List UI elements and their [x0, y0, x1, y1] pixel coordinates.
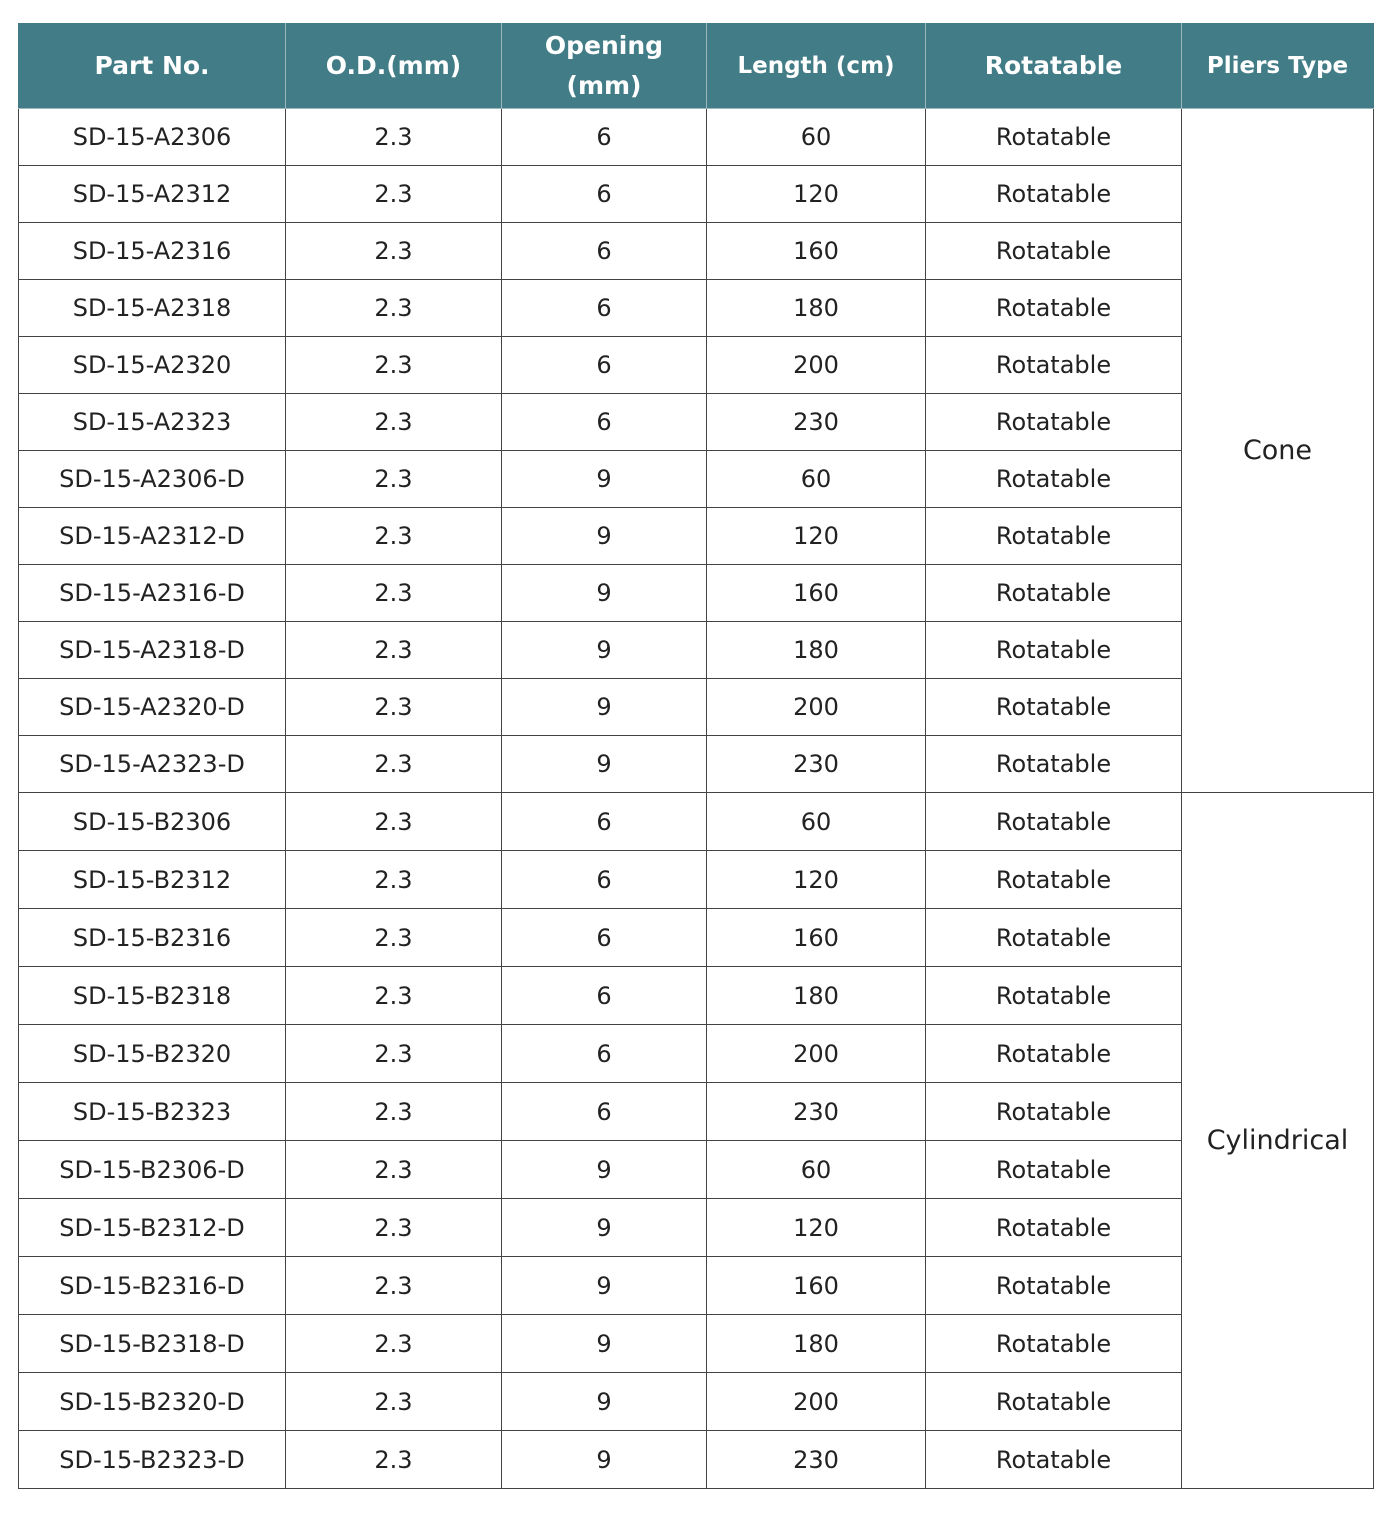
od-cell: 2.3	[286, 109, 502, 166]
table-row	[19, 736, 1374, 793]
header-part-no: Part No.	[19, 24, 286, 109]
od-cell: 2.3	[286, 565, 502, 622]
table-row	[19, 337, 1374, 394]
od-cell: 2.3	[286, 280, 502, 337]
header-opening	[502, 24, 707, 109]
od-cell: 2.3	[286, 1431, 502, 1489]
part-no-cell: SD-15-A2323	[19, 394, 286, 451]
rotatable-cell: Rotatable	[926, 1199, 1182, 1257]
od-cell: 2.3	[286, 508, 502, 565]
opening-cell: 6	[502, 793, 707, 851]
spec-table	[18, 23, 1374, 1489]
part-no-cell: SD-15-A2316-D	[19, 565, 286, 622]
length-cell: 160	[707, 909, 926, 967]
part-no-cell: SD-15-B2316-D	[19, 1257, 286, 1315]
rotatable-cell: Rotatable	[926, 394, 1182, 451]
table-row	[19, 1025, 1374, 1083]
opening-cell: 6	[502, 337, 707, 394]
table-row	[19, 1141, 1374, 1199]
length-cell: 60	[707, 109, 926, 166]
length-cell: 200	[707, 679, 926, 736]
length-cell: 60	[707, 793, 926, 851]
od-cell: 2.3	[286, 622, 502, 679]
rotatable-cell: Rotatable	[926, 679, 1182, 736]
opening-cell: 6	[502, 223, 707, 280]
rotatable-cell: Rotatable	[926, 1083, 1182, 1141]
opening-cell: 9	[502, 451, 707, 508]
length-cell: 180	[707, 967, 926, 1025]
opening-cell: 6	[502, 851, 707, 909]
rotatable-cell: Rotatable	[926, 1025, 1182, 1083]
table-row	[19, 793, 1374, 851]
length-cell: 160	[707, 565, 926, 622]
opening-cell: 9	[502, 1141, 707, 1199]
part-no-cell: SD-15-B2318-D	[19, 1315, 286, 1373]
od-cell: 2.3	[286, 793, 502, 851]
table-row	[19, 1315, 1374, 1373]
pliers-type-cell: Cylindrical	[1182, 793, 1374, 1489]
table-row	[19, 508, 1374, 565]
od-cell: 2.3	[286, 337, 502, 394]
table-row	[19, 223, 1374, 280]
length-cell: 200	[707, 1373, 926, 1431]
od-cell: 2.3	[286, 967, 502, 1025]
od-cell: 2.3	[286, 679, 502, 736]
length-cell: 180	[707, 1315, 926, 1373]
rotatable-cell: Rotatable	[926, 793, 1182, 851]
length-cell: 230	[707, 736, 926, 793]
od-cell: 2.3	[286, 1141, 502, 1199]
part-no-cell: SD-15-A2318	[19, 280, 286, 337]
part-no-cell: SD-15-A2316	[19, 223, 286, 280]
od-cell: 2.3	[286, 1199, 502, 1257]
opening-cell: 9	[502, 1431, 707, 1489]
rotatable-cell: Rotatable	[926, 280, 1182, 337]
part-no-cell: SD-15-B2323	[19, 1083, 286, 1141]
pliers-type-cell: Cone	[1182, 109, 1374, 793]
table-body	[19, 109, 1374, 1489]
od-cell: 2.3	[286, 736, 502, 793]
rotatable-cell: Rotatable	[926, 1431, 1182, 1489]
header-length: Length (cm)	[707, 24, 926, 109]
opening-cell: 9	[502, 736, 707, 793]
opening-cell: 9	[502, 508, 707, 565]
part-no-cell: SD-15-A2323-D	[19, 736, 286, 793]
opening-cell: 6	[502, 280, 707, 337]
part-no-cell: SD-15-B2320-D	[19, 1373, 286, 1431]
opening-cell: 6	[502, 394, 707, 451]
part-no-cell: SD-15-B2306	[19, 793, 286, 851]
od-cell: 2.3	[286, 451, 502, 508]
part-no-cell: SD-15-B2320	[19, 1025, 286, 1083]
part-no-cell: SD-15-B2316	[19, 909, 286, 967]
part-no-cell: SD-15-A2306-D	[19, 451, 286, 508]
table-row	[19, 1373, 1374, 1431]
od-cell: 2.3	[286, 1257, 502, 1315]
part-no-cell: SD-15-B2323-D	[19, 1431, 286, 1489]
part-no-cell: SD-15-A2318-D	[19, 622, 286, 679]
opening-cell: 6	[502, 909, 707, 967]
opening-cell: 6	[502, 109, 707, 166]
part-no-cell: SD-15-A2312-D	[19, 508, 286, 565]
length-cell: 120	[707, 508, 926, 565]
od-cell: 2.3	[286, 1373, 502, 1431]
length-cell: 230	[707, 1431, 926, 1489]
od-cell: 2.3	[286, 394, 502, 451]
length-cell: 120	[707, 851, 926, 909]
length-cell: 200	[707, 1025, 926, 1083]
opening-cell: 6	[502, 1083, 707, 1141]
part-no-cell: SD-15-B2312-D	[19, 1199, 286, 1257]
rotatable-cell: Rotatable	[926, 451, 1182, 508]
rotatable-cell: Rotatable	[926, 337, 1182, 394]
rotatable-cell: Rotatable	[926, 109, 1182, 166]
rotatable-cell: Rotatable	[926, 1141, 1182, 1199]
length-cell: 180	[707, 280, 926, 337]
table-row	[19, 565, 1374, 622]
table-row	[19, 967, 1374, 1025]
header-opening-line2: (mm)	[566, 71, 642, 100]
table-row	[19, 166, 1374, 223]
length-cell: 230	[707, 394, 926, 451]
od-cell: 2.3	[286, 851, 502, 909]
header-row	[19, 24, 1374, 109]
table-row	[19, 109, 1374, 166]
od-cell: 2.3	[286, 1025, 502, 1083]
part-no-cell: SD-15-B2318	[19, 967, 286, 1025]
opening-cell: 6	[502, 166, 707, 223]
table-row	[19, 1257, 1374, 1315]
rotatable-cell: Rotatable	[926, 166, 1182, 223]
length-cell: 160	[707, 1257, 926, 1315]
table-row	[19, 679, 1374, 736]
table-row	[19, 1083, 1374, 1141]
length-cell: 180	[707, 622, 926, 679]
opening-cell: 9	[502, 1373, 707, 1431]
length-cell: 160	[707, 223, 926, 280]
opening-cell: 9	[502, 565, 707, 622]
table-row	[19, 1431, 1374, 1489]
od-cell: 2.3	[286, 909, 502, 967]
length-cell: 230	[707, 1083, 926, 1141]
rotatable-cell: Rotatable	[926, 508, 1182, 565]
table-row	[19, 451, 1374, 508]
opening-cell: 9	[502, 1315, 707, 1373]
opening-cell: 9	[502, 622, 707, 679]
table-row	[19, 622, 1374, 679]
length-cell: 60	[707, 451, 926, 508]
od-cell: 2.3	[286, 1083, 502, 1141]
length-cell: 60	[707, 1141, 926, 1199]
part-no-cell: SD-15-A2306	[19, 109, 286, 166]
opening-cell: 6	[502, 1025, 707, 1083]
rotatable-cell: Rotatable	[926, 1257, 1182, 1315]
opening-cell: 9	[502, 679, 707, 736]
rotatable-cell: Rotatable	[926, 622, 1182, 679]
od-cell: 2.3	[286, 1315, 502, 1373]
part-no-cell: SD-15-B2312	[19, 851, 286, 909]
header-opening-line1: Opening	[544, 31, 664, 60]
length-cell: 120	[707, 1199, 926, 1257]
part-no-cell: SD-15-A2320-D	[19, 679, 286, 736]
opening-cell: 6	[502, 967, 707, 1025]
part-no-cell: SD-15-A2320	[19, 337, 286, 394]
rotatable-cell: Rotatable	[926, 1315, 1182, 1373]
rotatable-cell: Rotatable	[926, 1373, 1182, 1431]
rotatable-cell: Rotatable	[926, 851, 1182, 909]
table-row	[19, 851, 1374, 909]
header-od: O.D.(mm)	[286, 24, 502, 109]
rotatable-cell: Rotatable	[926, 909, 1182, 967]
rotatable-cell: Rotatable	[926, 736, 1182, 793]
table-row	[19, 909, 1374, 967]
rotatable-cell: Rotatable	[926, 967, 1182, 1025]
opening-cell: 9	[502, 1257, 707, 1315]
header-rotatable: Rotatable	[926, 24, 1182, 109]
od-cell: 2.3	[286, 166, 502, 223]
length-cell: 200	[707, 337, 926, 394]
od-cell: 2.3	[286, 223, 502, 280]
rotatable-cell: Rotatable	[926, 565, 1182, 622]
length-cell: 120	[707, 166, 926, 223]
table-row	[19, 394, 1374, 451]
opening-cell: 9	[502, 1199, 707, 1257]
table-row	[19, 1199, 1374, 1257]
rotatable-cell: Rotatable	[926, 223, 1182, 280]
part-no-cell: SD-15-B2306-D	[19, 1141, 286, 1199]
part-no-cell: SD-15-A2312	[19, 166, 286, 223]
table-row	[19, 280, 1374, 337]
header-pliers-type: Pliers Type	[1182, 24, 1374, 109]
